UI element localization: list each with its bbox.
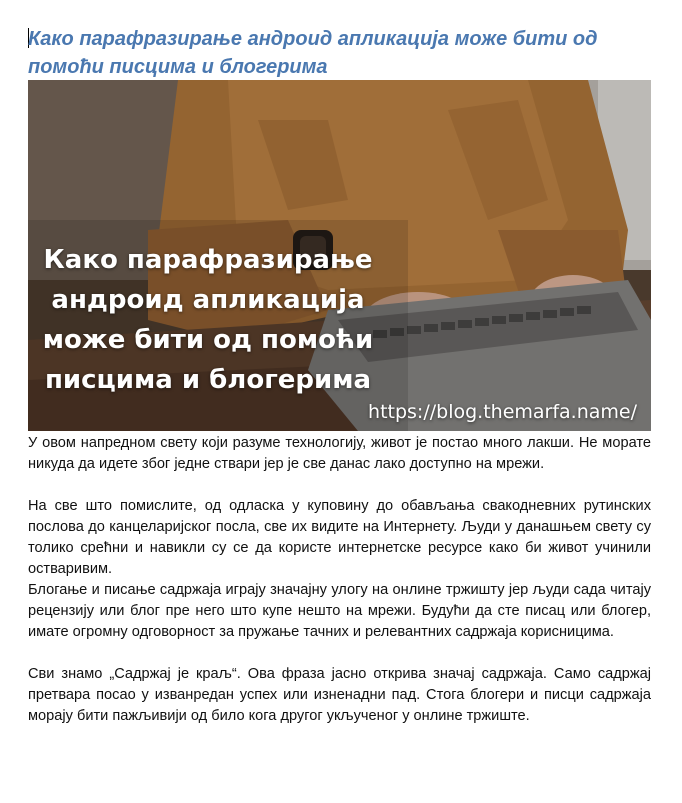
paragraph: На све што помислите, од одласка у куповину до обављања свакодневних рутинских послова до канцеларијског посла, све их видите на Интернету. Људи у данашњем свету су толико срећни и навикли су се да користе интернетске ресурсе како би живот учинили остваривим. (28, 498, 651, 577)
image-overlay-title (28, 240, 388, 400)
paragraph: Сви знамо „Садржај је краљ“. Ова фраза јасно открива значај садржаја. Само садржај претвара посао у изванредан успех или изненадни пад. Стога блогери и писци садржаја морају бити пажљивији од било кога другог укљученог у онлине тржиште. (28, 666, 651, 724)
paragraph-spacer (28, 643, 651, 664)
hero-image (28, 80, 651, 431)
article-body (28, 433, 651, 727)
article-title: Како парафразирање андроид апликација може бити од помоћи писцима и блогерима (28, 28, 598, 78)
image-overlay-url: https://blog.themarfa.name/ (368, 401, 637, 423)
overlay-line: може бити од помоћи (42, 325, 374, 355)
overlay-line: Како парафразирање (43, 245, 373, 275)
overlay-line: писцима и блогерима (44, 365, 372, 395)
paragraph-spacer (28, 475, 651, 496)
paragraph: У овом напредном свету који разуме технологију, живот је постао много лакши. Не морате никуда да идете због једне ствари јер је све данас лако доступно на мрежи. (28, 435, 651, 472)
overlay-line: андроид апликација (51, 285, 365, 315)
paragraph: Блогање и писање садржаја играју значајну улогу на онлине тржишту јер људи сада читају рецензију или блог пре него што купе нешто на мрежи. Будући да сте писац или блогер, имате огромну одговорност за пружање тачних и релевантних садржаја корисницима. (28, 582, 651, 640)
